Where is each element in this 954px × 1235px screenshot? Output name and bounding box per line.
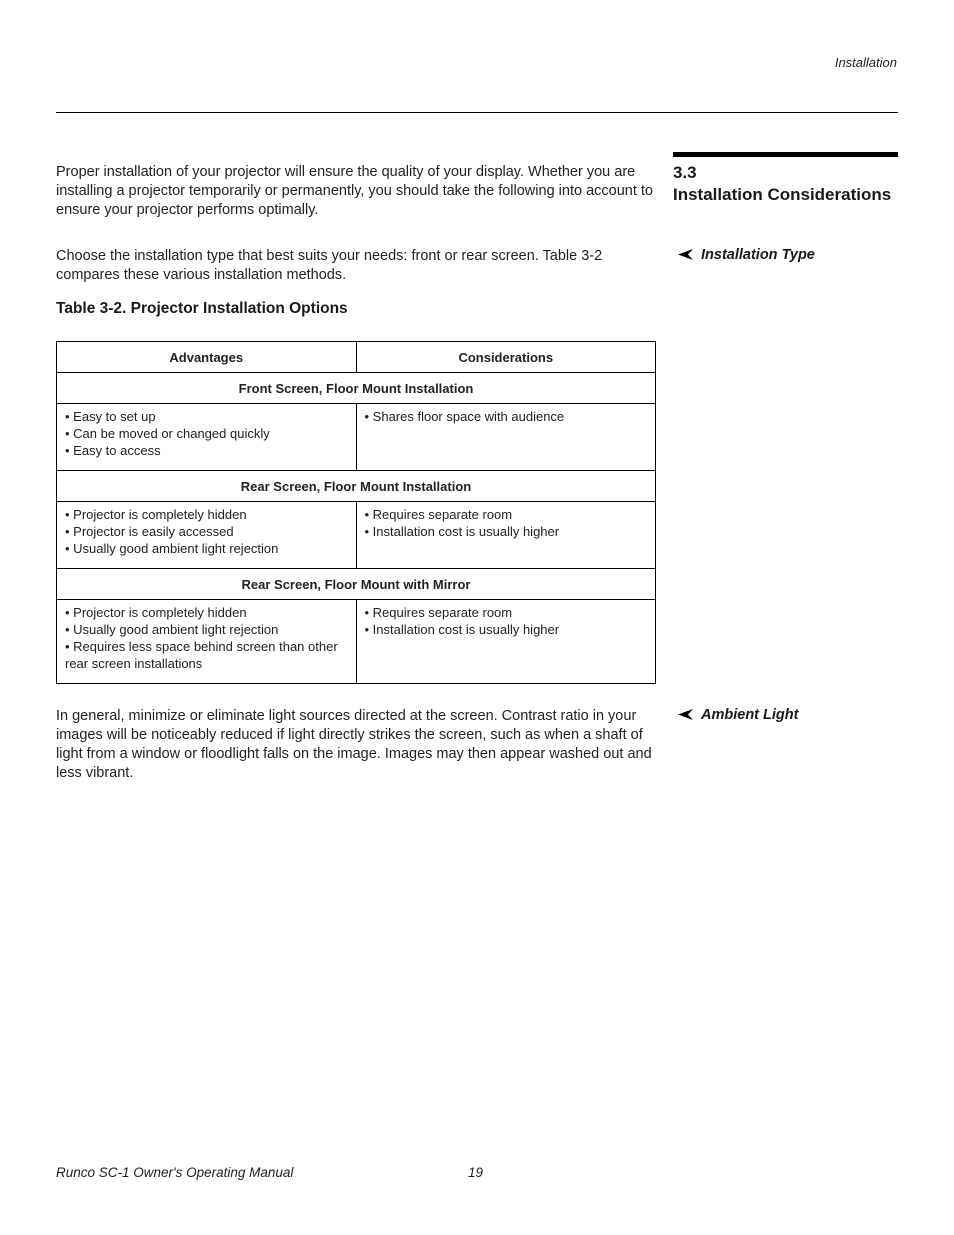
considerations-cell [356,502,656,569]
table-group-row [57,373,656,404]
table-group-row [57,471,656,502]
list-item: • Easy to set up [65,409,156,424]
table-header-row [57,342,656,373]
considerations-cell [356,404,656,471]
list-item: • Requires separate room [364,605,513,620]
header-rule [56,112,898,113]
section-number: 3.3 [673,163,697,182]
advantages-cell [57,600,357,684]
list-item: • Projector is easily accessed [65,524,234,539]
table-row [57,404,656,471]
list-item: • Easy to access [65,443,161,458]
considerations-cell [356,600,656,684]
list-item: • Can be moved or changed quickly [65,426,270,441]
table-row [57,502,656,569]
footer-page-number: 19 [468,1165,484,1180]
left-arrowhead-icon [678,708,694,723]
list-item: • Projector is completely hidden [65,507,247,522]
group-rear-mirror: Rear Screen, Floor Mount with Mirror [57,569,656,600]
list-item: • Projector is completely hidden [65,605,247,620]
installation-type-heading [678,247,815,263]
header-considerations: Considerations [356,342,656,373]
ambient-light-heading-label: Ambient Light [701,707,799,723]
installation-type-paragraph: Choose the installation type that best suits your needs: front or rear screen. Table 3-2 compares these various installation methods. [56,248,603,283]
list-item: • Requires less space behind screen than other rear screen installations [65,639,338,671]
list-item: • Shares floor space with audience [364,409,565,424]
advantages-cell [57,502,357,569]
advantages-cell [57,404,357,471]
footer-manual-title: Runco SC-1 Owner's Operating Manual [56,1165,294,1180]
list-item: • Installation cost is usually higher [364,524,560,539]
header-advantages: Advantages [57,342,357,373]
ambient-light-heading [678,707,798,723]
section-title: Installation Considerations [673,185,892,204]
left-arrowhead-icon [678,248,694,263]
running-header: Installation [834,55,897,70]
group-rear-floor: Rear Screen, Floor Mount Installation [57,471,656,502]
installation-type-heading-label: Installation Type [701,247,815,263]
intro-paragraph: Proper installation of your projector will ensure the quality of your display. Whether you are installing a projector temporarily or permanently, you should take the following into account to ensure your projector performs optimally. [56,164,653,218]
list-item: • Requires separate room [364,507,513,522]
list-item: • Usually good ambient light rejection [65,541,279,556]
list-item: • Usually good ambient light rejection [65,622,279,637]
ambient-light-paragraph: In general, minimize or eliminate light sources directed at the screen. Contrast ratio in your images will be noticeably reduced if light directly strikes the screen, such as when a shaft of light from a window or floodlight falls on the image. Images may then appear washed out and less vibrant. [56,708,652,781]
list-item: • Installation cost is usually higher [364,622,560,637]
table-group-row [57,569,656,600]
table-title: Table 3-2. Projector Installation Options [56,300,348,317]
group-front-floor: Front Screen, Floor Mount Installation [57,373,656,404]
table-row [57,600,656,684]
installation-options-table [56,341,656,684]
section-bar [673,152,898,157]
